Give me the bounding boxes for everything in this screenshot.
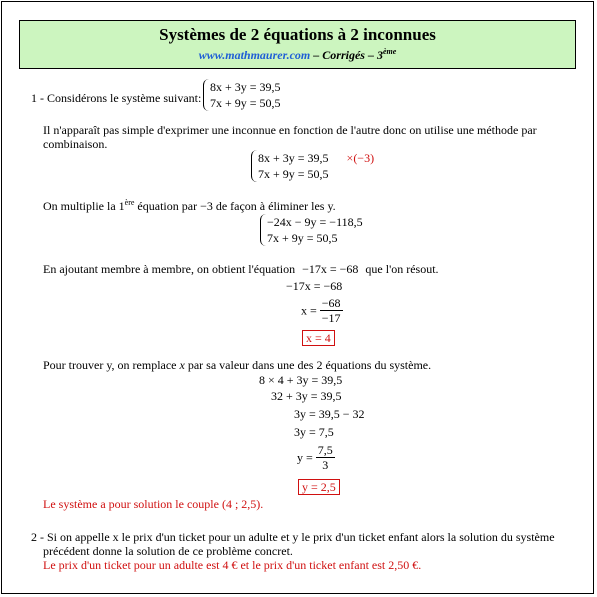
para3 [43,262,439,276]
x-step2-left: x = [301,303,317,318]
ex1-intro: 1 - Considérons le système suivant: [31,91,202,105]
y-result-box: y = 2,5 [298,479,340,495]
x-step2 [301,296,343,325]
x-fraction-den: −17 [321,311,341,325]
y-fraction-num: 7,5 [317,443,333,457]
para2-b: équation par −3 de façon à éliminer les y. [134,199,336,213]
system-1 [203,79,281,111]
para4-b: par sa valeur dans une des 2 équations du système. [184,358,432,372]
para1-line2: combinaison. [43,137,108,151]
para4-a: Pour trouver y, on remplace [43,358,180,372]
y-fraction [316,443,335,472]
x-result [302,331,335,345]
para3-b: que l'on résout. [365,262,439,276]
x-fraction-num: −68 [321,296,341,310]
site-link[interactable]: www.mathmaurer.com [198,48,311,62]
system-3-eq2: 7x + 9y = 50,5 [267,231,338,245]
y-fraction-den: 3 [322,458,329,472]
y-step2: 32 + 3y = 39,5 [271,389,342,403]
subtitle-level: 3 [376,48,383,62]
page-subtitle [20,45,575,62]
para3-equation: −17x = −68 [302,262,359,276]
y-result [298,480,340,494]
para3-a: En ajoutant membre à membre, on obtient l'équation [43,262,296,276]
y-step3: 3y = 39,5 − 32 [294,407,365,421]
para4-x: x [179,358,185,372]
system-2-eq1-text: 8x + 3y = 39,5 [258,151,329,165]
system-1-eq2: 7x + 9y = 50,5 [210,96,281,110]
system-2 [251,150,374,182]
system-2-eq1 [258,150,374,166]
ex1-conclusion: Le système a pour solution le couple (4 ; 2,5). [43,497,264,511]
x-result-box: x = 4 [302,330,335,346]
page-title: Systèmes de 2 équations à 2 inconnues [159,25,436,44]
ex2-line2: précédent donne la solution de ce problème concret. [43,544,293,558]
para4 [43,358,431,372]
para1-line1: Il n'apparaît pas simple d'exprimer une inconnue en fonction de l'autre donc on utilise une méthode par [43,123,537,137]
title-banner [19,20,576,69]
subtitle-level-sup: ème [382,47,397,56]
system-1-eq1: 8x + 3y = 39,5 [210,80,281,94]
para2-sup: ère [124,198,135,207]
system-3 [260,214,363,246]
subtitle-dash: – Corrigés – [310,48,377,62]
ex2-line1: 2 - Si on appelle x le prix d'un ticket pour un adulte et y le prix d'un ticket enfant alors la solution du système [31,530,555,544]
para2 [43,196,336,213]
y-step4: 3y = 7,5 [294,425,334,439]
multiplier: ×(−3) [346,151,375,165]
x-fraction [320,296,343,325]
y-step5-left: y = [297,450,313,465]
ex2-answer: Le prix d'un ticket pour un adulte est 4 € et le prix d'un ticket enfant est 2,50 €. [43,558,422,572]
system-2-eq2: 7x + 9y = 50,5 [258,167,329,181]
y-step5 [297,443,335,472]
para2-a: On multiplie la 1 [43,199,125,213]
x-step1: −17x = −68 [286,279,343,293]
system-3-eq1: −24x − 9y = −118,5 [267,215,363,229]
y-step1: 8 × 4 + 3y = 39,5 [259,373,343,387]
